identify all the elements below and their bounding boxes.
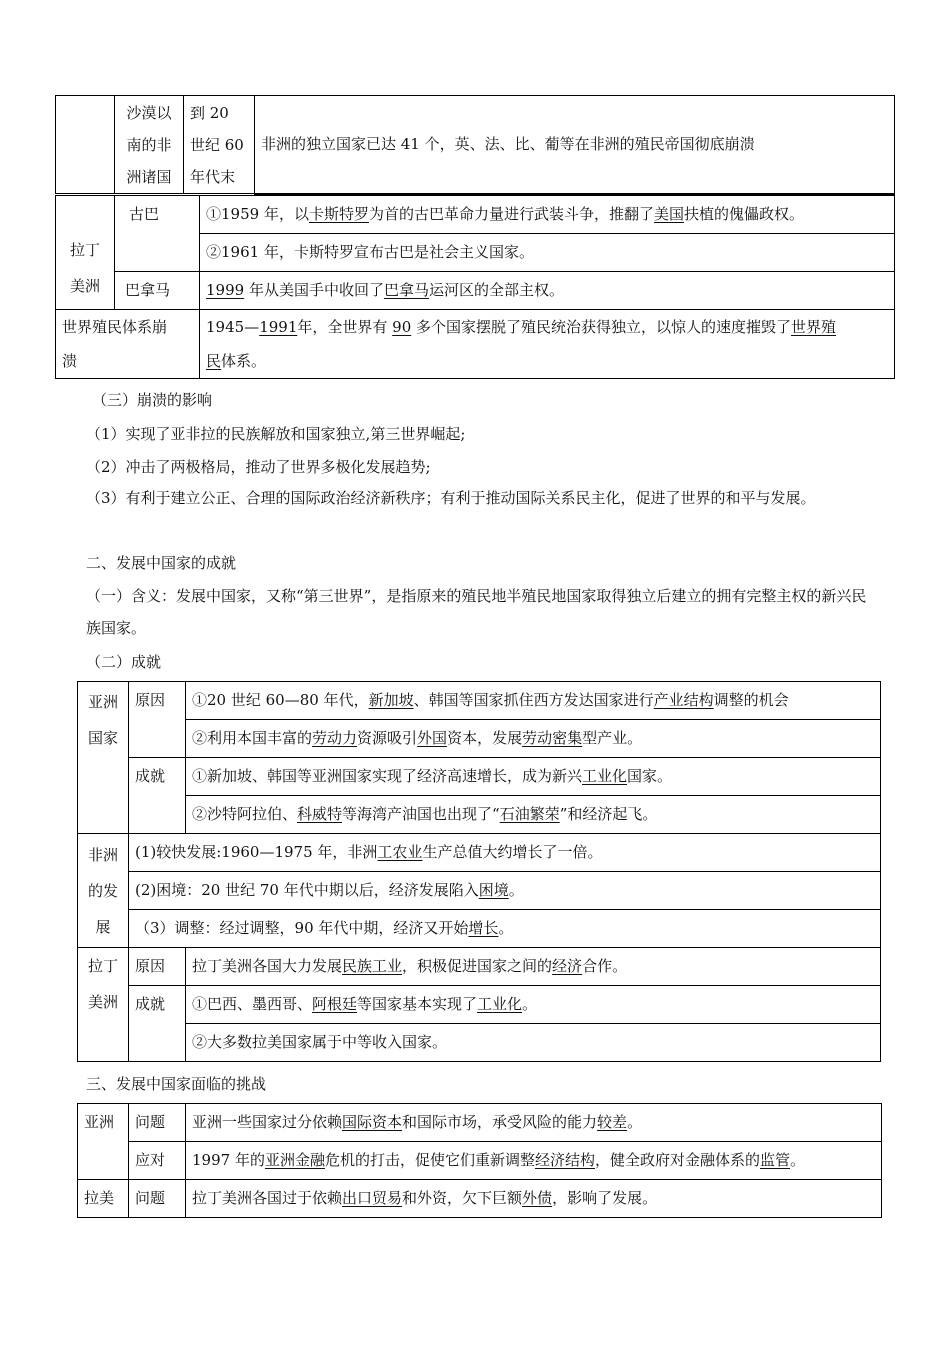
impact-point-3: （3）有利于建立公正、合理的国际政治经济新秩序；有利于推动国际关系民主化，促进了世界的和平与发展。	[86, 489, 816, 507]
latin-achieve-2: ②大多数拉美国家属于中等收入国家。	[186, 1024, 881, 1062]
section3-title: 三、发展中国家面临的挑战	[86, 1075, 267, 1093]
impact-title: （三）崩溃的影响	[92, 391, 213, 409]
asia-achieve-1: ①新加坡、韩国等亚洲国家实现了经济高速增长，成为新兴工业化国家。	[186, 758, 881, 796]
africa-region-cell	[56, 96, 115, 194]
africa-dev-3: （3）调整：经过调整，90 年代中期，经济又开始增长。	[129, 910, 881, 948]
latin-region-cell: 拉丁 美洲	[56, 196, 115, 310]
challenge-latin-problem-label: 问题	[129, 1180, 186, 1218]
cuba-event-1: ①1959 年，以卡斯特罗为首的古巴革命力量进行武装斗争，推翻了美国扶植的傀儡政权。	[200, 196, 895, 234]
challenge-latin-problem: 拉丁美洲各国过于依赖出口贸易和外资，欠下巨额外债，影响了发展。	[186, 1180, 882, 1218]
africa-group-cell: 沙漠以 南的非 洲诸国	[115, 96, 184, 194]
latin-cause-label: 原因	[129, 948, 186, 986]
asia-achieve-2: ②沙特阿拉伯、科威特等海湾产油国也出现了“石油繁荣”和经济起飞。	[186, 796, 881, 834]
challenge-asia-response-label: 应对	[129, 1142, 186, 1180]
latin-dev-cell: 拉丁 美洲	[78, 948, 129, 1062]
challenge-asia-problem: 亚洲一些国家过分依赖国际资本和国际市场，承受风险的能力较差。	[186, 1104, 882, 1142]
latin-achieve-1: ①巴西、墨西哥、阿根廷等国家基本实现了工业化。	[186, 986, 881, 1024]
collapse-event-cell: 1945—1991年，全世界有 90 多个国家摆脱了殖民统治获得独立，以惊人的速度摧毁了世界殖 民体系。	[200, 310, 895, 379]
cuba-event-2: ②1961 年，卡斯特罗宣布古巴是社会主义国家。	[200, 234, 895, 272]
impact-point-1: （1）实现了亚非拉的民族解放和国家独立,第三世界崛起;	[86, 425, 466, 443]
challenge-asia-response: 1997 年的亚洲金融危机的打击，促使它们重新调整经济结构，健全政府对金融体系的监管。	[186, 1142, 882, 1180]
cuba-cell: 古巴	[115, 196, 200, 272]
africa-time-cell: 到 20 世纪 60 年代末	[184, 96, 255, 194]
asia-cause-2: ②利用本国丰富的劳动力资源吸引外国资本，发展劳动密集型产业。	[186, 720, 881, 758]
challenges-table	[77, 1103, 882, 1218]
asia-cause-1: ①20 世纪 60—80 年代，新加坡、韩国等国家抓住西方发达国家进行产业结构调整的机会	[186, 682, 881, 720]
panama-cell: 巴拿马	[115, 272, 200, 310]
africa-dev-2: (2)困境：20 世纪 70 年代中期以后，经济发展陷入困境。	[129, 872, 881, 910]
latin-america-table	[55, 195, 895, 379]
africa-dev-1: (1)较快发展:1960—1975 年，非洲工农业生产总值大约增长了一倍。	[129, 834, 881, 872]
collapse-label-cell: 世界殖民体系崩 溃	[56, 310, 200, 379]
section2-title: 二、发展中国家的成就	[86, 554, 237, 572]
impact-point-2: （2）冲击了两极格局，推动了世界多极化发展趋势;	[86, 458, 431, 476]
decolonization-table	[55, 95, 895, 195]
latin-achieve-label: 成就	[129, 986, 186, 1062]
latin-cause-1: 拉丁美洲各国大力发展民族工业，积极促进国家之间的经济合作。	[186, 948, 881, 986]
achievements-subtitle: （二）成就	[86, 653, 162, 671]
challenge-asia-cell: 亚洲	[78, 1104, 129, 1180]
achievements-table	[77, 681, 881, 1062]
challenge-asia-problem-label: 问题	[129, 1104, 186, 1142]
asia-achieve-label: 成就	[129, 758, 186, 834]
challenge-latin-cell: 拉美	[78, 1180, 129, 1218]
africa-event-cell: 非洲的独立国家已达 41 个，英、法、比、葡等在非洲的殖民帝国彻底崩溃	[255, 96, 895, 194]
panama-event: 1999 年从美国手中收回了巴拿马运河区的全部主权。	[200, 272, 895, 310]
asia-region-cell: 亚洲 国家	[78, 682, 129, 834]
africa-dev-cell: 非洲 的发 展	[78, 834, 129, 948]
developing-definition: （一）含义：发展中国家，又称“第三世界”，是指原来的殖民地半殖民地国家取得独立后建立的拥有完整主权的新兴民族国家。	[86, 587, 867, 637]
asia-cause-label: 原因	[129, 682, 186, 758]
